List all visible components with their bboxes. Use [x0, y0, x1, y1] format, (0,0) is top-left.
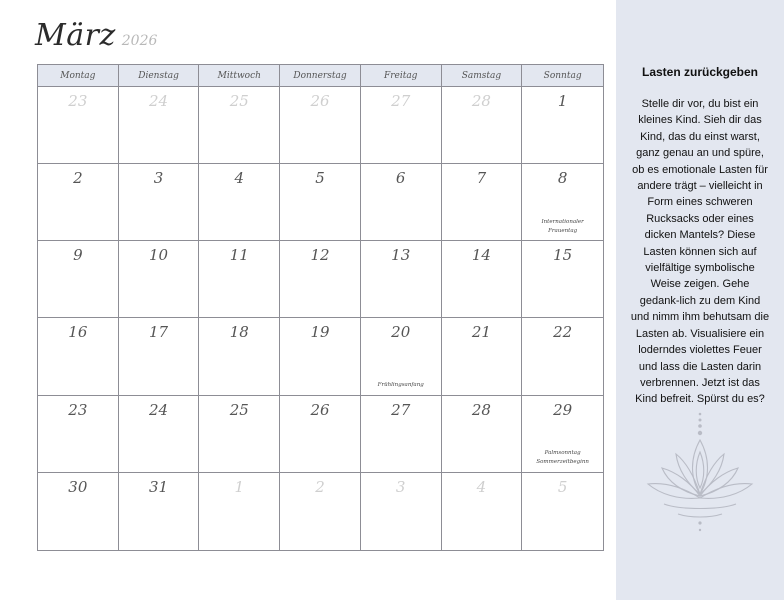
day-number: 25: [229, 92, 249, 110]
day-number: 27: [391, 92, 411, 110]
day-cell[interactable]: [119, 396, 200, 473]
holiday-label: Frühlingsanfang: [377, 381, 424, 388]
day-number: 1: [234, 477, 245, 496]
day-number: 2: [315, 477, 325, 496]
day-cell[interactable]: [38, 473, 119, 550]
month-calendar-grid: [37, 64, 604, 551]
day-number: 24: [149, 92, 169, 110]
day-cell[interactable]: [361, 87, 442, 164]
day-cell[interactable]: [199, 318, 280, 395]
weekday-header: Sonntag: [543, 70, 582, 81]
day-number: 17: [149, 323, 169, 342]
day-cell[interactable]: [522, 396, 603, 473]
weekday-header: Dienstag: [119, 65, 200, 86]
day-number: 16: [68, 323, 88, 342]
weekday-header: Freitag: [361, 65, 442, 86]
year-label: 2026: [121, 33, 158, 49]
calendar-title: [35, 18, 157, 53]
day-cell[interactable]: [119, 318, 200, 395]
weekday-header: Mittwoch: [199, 65, 280, 86]
day-number: 20: [391, 323, 411, 342]
day-number: 13: [391, 246, 411, 265]
day-cell[interactable]: [280, 396, 361, 473]
day-cell[interactable]: [442, 396, 523, 473]
day-number: 9: [73, 246, 83, 265]
day-cell[interactable]: [119, 473, 200, 550]
sidebar-text: Stelle dir vor, du bist ein kleines Kind. Sieh dir das Kind, das du einst warst, ganz genau an und spüre, ob es emotionale Lasten für andere trägt – vielleicht in Form eines schweren Rucksacks oder eines dicken Mantels? Diese Lasten können sich auf vielfältige symbolische Weise zeigen. Gehe gedank-lich zu dem Kind und nimm ihm behutsam die Lasten ab. Visualisiere ein loderndes violettes Feuer und lass die Lasten darin verbrennen. Jetzt ist das Kind befreit. Spürst du es?: [630, 98, 770, 406]
weekday-header-row: [38, 65, 603, 87]
day-cell[interactable]: [280, 164, 361, 241]
day-number: 14: [471, 246, 491, 265]
day-cell[interactable]: [119, 164, 200, 241]
day-number: 3: [153, 169, 164, 188]
day-number: 28: [471, 400, 491, 419]
day-cell[interactable]: [361, 164, 442, 241]
day-cell[interactable]: [38, 87, 119, 164]
day-number: 12: [310, 246, 330, 265]
day-cell[interactable]: [119, 87, 200, 164]
day-cell[interactable]: [199, 241, 280, 318]
day-number: 22: [553, 323, 573, 342]
day-cell[interactable]: [280, 318, 361, 395]
day-number: 29: [553, 400, 573, 419]
day-number: 6: [395, 169, 406, 188]
day-cell[interactable]: [522, 87, 603, 164]
day-cell[interactable]: [442, 164, 523, 241]
day-cell[interactable]: [199, 164, 280, 241]
day-number: 5: [315, 169, 325, 188]
day-number: 10: [149, 246, 169, 265]
day-number: 31: [149, 477, 169, 496]
day-number: 7: [476, 169, 487, 188]
day-cell[interactable]: [442, 318, 523, 395]
day-cell[interactable]: [38, 318, 119, 395]
day-cell[interactable]: [38, 164, 119, 241]
day-number: 3: [395, 477, 406, 496]
day-grid: [38, 87, 603, 550]
day-cell[interactable]: [199, 473, 280, 550]
day-cell[interactable]: [361, 473, 442, 550]
day-cell[interactable]: [361, 241, 442, 318]
day-cell[interactable]: [38, 396, 119, 473]
day-number: 4: [234, 169, 245, 188]
day-number: 8: [557, 169, 568, 188]
day-number: 1: [557, 92, 568, 110]
day-number: 26: [310, 92, 330, 110]
day-number: 19: [310, 323, 330, 342]
day-cell[interactable]: [280, 87, 361, 164]
day-cell[interactable]: [199, 396, 280, 473]
day-number: 2: [73, 169, 83, 188]
day-cell[interactable]: [522, 473, 603, 550]
day-cell[interactable]: [522, 241, 603, 318]
day-number: 26: [310, 400, 330, 419]
holiday-label: Internationaler Frauentag: [541, 218, 584, 234]
day-number: 21: [471, 323, 491, 342]
day-cell[interactable]: [522, 318, 603, 395]
day-number: 23: [68, 92, 88, 110]
weekday-header: Donnerstag: [280, 65, 361, 86]
day-cell[interactable]: [522, 164, 603, 241]
day-number: 30: [68, 477, 88, 496]
day-number: 5: [557, 477, 568, 496]
day-number: 4: [476, 477, 487, 496]
day-number: 23: [68, 400, 88, 419]
day-cell[interactable]: [442, 241, 523, 318]
day-number: 11: [229, 246, 249, 265]
day-cell[interactable]: [361, 396, 442, 473]
day-number: 28: [471, 92, 491, 110]
day-number: 24: [149, 400, 169, 419]
day-number: 15: [553, 246, 573, 265]
day-cell[interactable]: [199, 87, 280, 164]
lotus-icon: [634, 410, 766, 535]
day-cell[interactable]: [442, 473, 523, 550]
day-cell[interactable]: [280, 473, 361, 550]
day-cell[interactable]: [119, 241, 200, 318]
sidebar-title: Lasten zurückgeben: [641, 65, 759, 79]
day-number: 18: [229, 323, 249, 342]
day-cell[interactable]: [442, 87, 523, 164]
day-cell[interactable]: [38, 241, 119, 318]
day-cell[interactable]: [280, 241, 361, 318]
weekday-header: Samstag: [442, 65, 523, 86]
day-number: 25: [229, 400, 249, 419]
day-number: 27: [391, 400, 411, 419]
day-cell[interactable]: [361, 318, 442, 395]
weekday-header: Montag: [38, 65, 119, 86]
holiday-label: Palmsonntag Sommerzeitbeginn: [536, 450, 589, 466]
month-name: März: [35, 18, 116, 53]
